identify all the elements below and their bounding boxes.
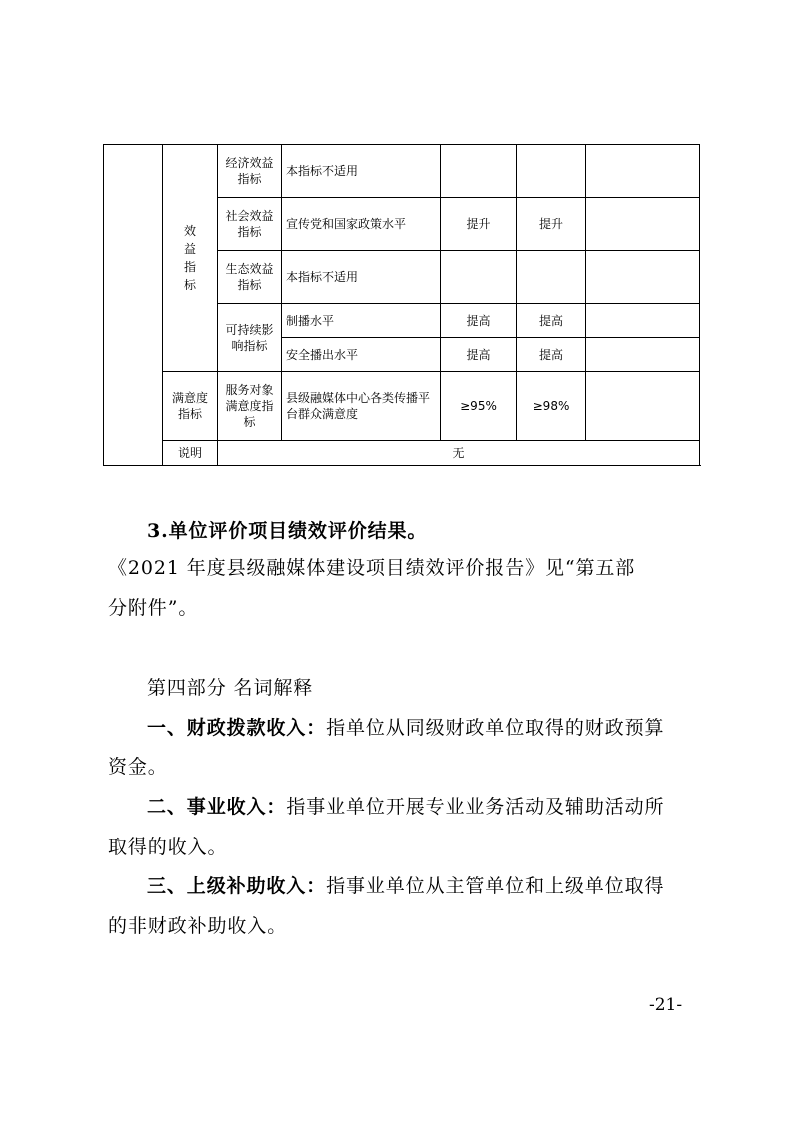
level3-cell: 生态效益指标 [218, 251, 282, 304]
actual-cell: ≥98% [517, 372, 586, 441]
term-item-1-cont: 资金。 [108, 756, 168, 778]
remark-label-cell: 说明 [163, 441, 218, 466]
term-definition: 指事业单位开展专业业务活动及辅助活动所 [286, 796, 665, 818]
indicator-cell: 制播水平 [282, 304, 441, 338]
term-label: 一、财政拨款收入： [147, 717, 327, 739]
section3-heading: 3.单位评价项目绩效评价结果。 [147, 520, 428, 542]
term-definition: 指事业单位从主管单位和上级单位取得 [326, 875, 665, 897]
term-item-2-cont: 取得的收入。 [108, 836, 228, 858]
page-number: -21- [649, 995, 683, 1015]
table-row [104, 372, 700, 441]
indicator-cell: 本指标不适用 [282, 251, 441, 304]
actual-cell: 提高 [517, 304, 586, 338]
target-cell [441, 145, 517, 198]
target-cell: 提高 [441, 304, 517, 338]
remark-value-cell: 无 [218, 441, 700, 466]
note-cell [586, 304, 700, 338]
term-item-3 [147, 871, 664, 898]
note-cell [586, 198, 700, 251]
level2-cell-satisfaction: 满意度指标 [163, 372, 218, 441]
target-cell: 提高 [441, 338, 517, 372]
note-cell [586, 145, 700, 198]
level3-cell: 社会效益指标 [218, 198, 282, 251]
level3-cell: 服务对象满意度指标 [218, 372, 282, 441]
actual-cell [517, 251, 586, 304]
target-cell: 提升 [441, 198, 517, 251]
indicator-cell: 宣传党和国家政策水平 [282, 198, 441, 251]
level3-cell: 经济效益指标 [218, 145, 282, 198]
term-item-3-cont: 的非财政补助收入。 [108, 915, 288, 937]
actual-cell: 提高 [517, 338, 586, 372]
level1-cell [104, 145, 163, 466]
level3-cell: 可持续影响指标 [218, 304, 282, 372]
note-cell [586, 251, 700, 304]
term-label: 二、事业收入： [147, 796, 287, 818]
section3-body-line2: 分附件”。 [108, 597, 199, 619]
target-cell: ≥95% [441, 372, 517, 441]
note-cell [586, 372, 700, 441]
section3-body-line1: 《2021 年度县级融媒体建设项目绩效评价报告》见“第五部 [108, 557, 636, 579]
indicator-cell: 县级融媒体中心各类传播平台群众满意度 [282, 372, 441, 441]
actual-cell [517, 145, 586, 198]
note-cell [586, 338, 700, 372]
indicator-cell: 本指标不适用 [282, 145, 441, 198]
term-item-1 [147, 713, 664, 740]
term-item-2 [147, 792, 664, 819]
part4-heading: 第四部分 名词解释 [147, 677, 314, 699]
table-row [104, 145, 700, 198]
term-definition: 指单位从同级财政单位取得的财政预算 [326, 717, 665, 739]
performance-table [103, 144, 700, 466]
indicator-cell: 安全播出水平 [282, 338, 441, 372]
actual-cell: 提升 [517, 198, 586, 251]
level2-cell-benefit: 效益指标 [163, 145, 218, 372]
term-label: 三、上级补助收入： [147, 875, 327, 897]
table-row [104, 441, 700, 466]
target-cell [441, 251, 517, 304]
